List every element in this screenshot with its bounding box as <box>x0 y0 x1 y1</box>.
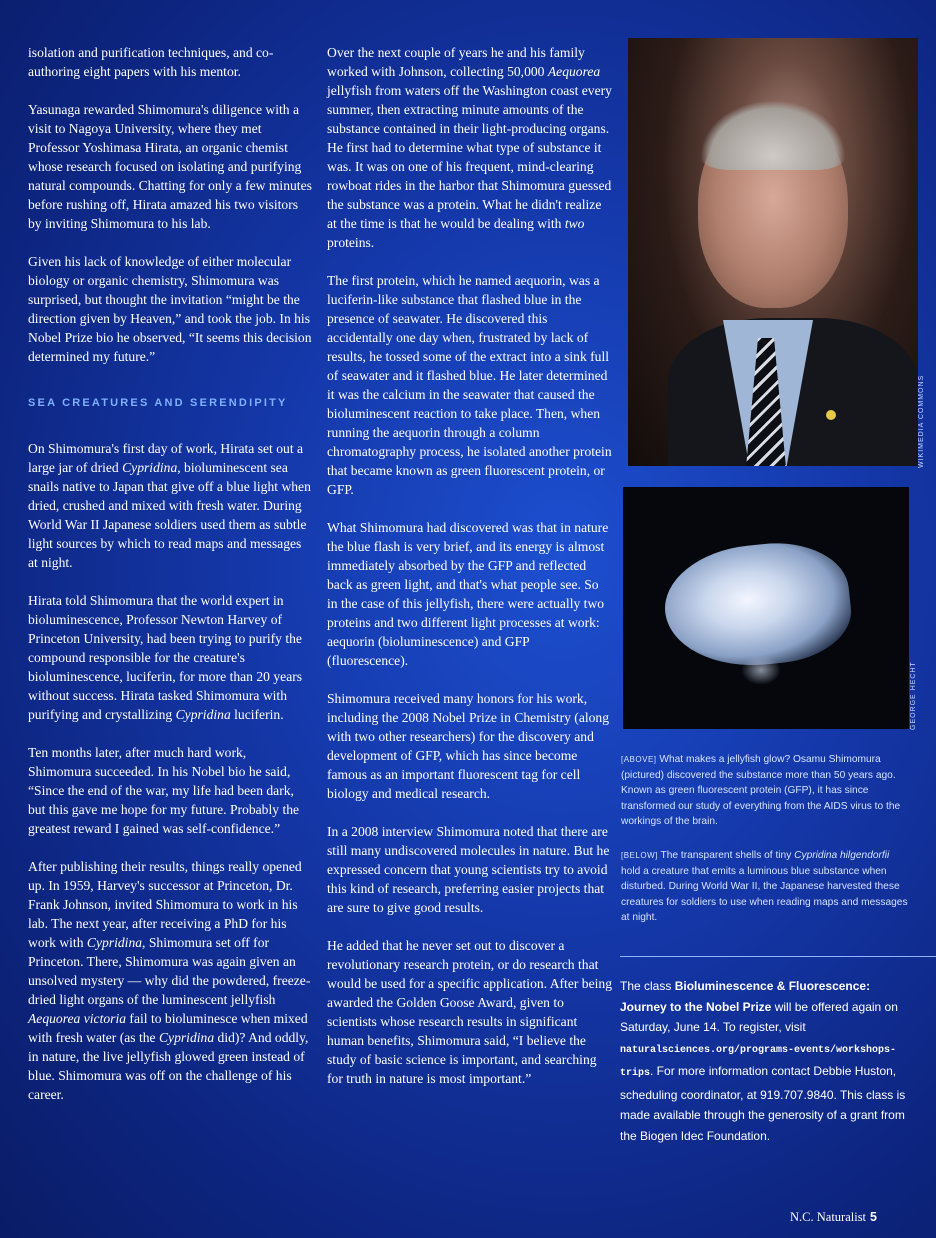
text: Hirata told Shimomura that the world expert in bioluminescence, Professor Newton Harvey of Princeton University, had been trying to purify the compound responsible for the creature's bioluminescence, luciferin, for more than 20 years without success. Hirata tasked Shimomura with purifying and crystallizing <box>28 593 303 722</box>
species-name: Cypridina <box>86 935 143 950</box>
class-name: Bioluminescence & Fluorescence: Journey to the Nobel Prize <box>620 979 871 1014</box>
cypridina-photo <box>623 487 909 729</box>
emphasis: two <box>564 216 585 231</box>
paragraph: Shimomura received many honors for his work, including the 2008 Nobel Prize in Chemistry (along with two other researchers) for the discovery and development of GFP, which has since become famous as an important fluorescent tag for cell biology and medical research. <box>327 691 610 801</box>
photo-credit-top: WIKIMEDIA COMMONS <box>918 374 925 468</box>
species-name: Cypridina hilgendorfii <box>794 850 890 861</box>
caption-above <box>621 752 911 830</box>
class-promo <box>620 976 915 1146</box>
caption-tag: [BELOW] <box>621 851 658 860</box>
caption-tag: [ABOVE] <box>621 755 657 764</box>
article-column-1 <box>28 43 313 1123</box>
species-name: Aequorea <box>547 64 601 79</box>
jellyfish-tail <box>741 655 781 685</box>
paragraph: Ten months later, after much hard work, Shimomura succeeded. In his Nobel bio he said, “Since the end of the war, my life had been dark, but this gave me hope for my future. Probably the greatest reward I gained was self-confidence.” <box>28 745 300 836</box>
registration-link[interactable]: naturalsciences.org/programs-events/workshops-trips <box>620 1044 897 1079</box>
text: proteins. <box>327 235 375 250</box>
promo-text: The class <box>620 979 675 993</box>
text: Over the next couple of years he and his family worked with Johnson, collecting 50,000 <box>327 45 585 79</box>
paragraph: What Shimomura had discovered was that in nature the blue flash is very brief, and its energy is almost immediately absorbed by the GFP and reflected back as green light, and that's what people see. So in the case of this jellyfish, there were actually two proteins and two different light processes at work: aequorin (bioluminescence) and GFP (fluorescence). <box>327 520 609 668</box>
species-name: Cypridina <box>122 460 178 475</box>
text: On Shimomura's first day of work, Hirata set out a large jar of dried <box>28 441 304 475</box>
caption-text: The transparent shells of tiny <box>657 850 795 861</box>
caption-below <box>621 848 911 926</box>
text: luciferin. <box>230 707 284 722</box>
paragraph <box>28 439 313 572</box>
species-name: Aequorea victoria <box>28 1011 127 1026</box>
lapel-pin-icon <box>826 410 836 420</box>
paragraph <box>327 43 612 252</box>
paragraph: The first protein, which he named aequorin, was a luciferin-like substance that flashed blue in the presence of seawater. He discovered this accidentally one day when, frustrated by lack of results, he tossed some of the extract into a sink full of seawater and it flashed blue. He later determined it was the calcium in the seawater that caused the bioluminescent reaction to take place. Then, when running the aequorin through a column chromatography process, he isolated another protein that became known as green fluorescent protein, or GFP. <box>327 273 612 497</box>
portrait-hair <box>700 100 846 170</box>
paragraph: In a 2008 interview Shimomura noted that there are still many undiscovered molecules in nature. But he expressed concern that young scientists try to avoid this kind of research, preferring easier projects that are sure to give good results. <box>327 824 610 915</box>
text: After publishing their results, things really opened up. In 1959, Harvey's successor at Princeton, Dr. Frank Johnson, invited Shimomura to work in his lab. The next year, after receiving a PhD for his work with <box>28 859 302 950</box>
paragraph: Yasunaga rewarded Shimomura's diligence with a visit to Nagoya University, where they met Professor Yoshimasa Hirata, an organic chemist whose research focused on isolating and purifying natural compounds. Chatting for only a few minutes before rushing off, Hirata amazed his two visitors by inviting Shimomura to his lab. <box>28 102 312 231</box>
text: fail to bioluminesce when mixed with fresh water (as the <box>28 1011 308 1045</box>
shimomura-portrait-photo <box>628 38 918 466</box>
text: did)? And oddly, in nature, the live jellyfish glowed green instead of blue. Shimomura was off on the challenge of his career. <box>28 1030 309 1102</box>
paragraph: isolation and purification techniques, and co-authoring eight papers with his mentor. <box>28 45 274 79</box>
paragraph: He added that he never set out to discover a revolutionary research protein, or do research that would be used for a specific application. After being awarded the Golden Goose Award, given to scientists whose research results in significant human benefits, Shimomura said, “I believe the study of basic science is important, and searching for truth in nature is most important.” <box>327 938 612 1086</box>
caption-text: hold a creature that emits a luminous blue substance when disturbed. During World War II, the Japanese harvested these creatures for soldiers to use when reading maps and messages at night. <box>621 865 908 924</box>
jellyfish-shape <box>659 536 856 675</box>
article-column-2 <box>327 43 612 1107</box>
promo-text: . For more information contact Debbie Huston, scheduling coordinator, at <box>620 1064 897 1102</box>
section-heading: SEA CREATURES AND SERENDIPITY <box>28 397 288 409</box>
paragraph <box>28 591 313 724</box>
page-footer <box>790 1210 877 1225</box>
photo-credit-bottom: GEORGE HECHT <box>910 661 917 730</box>
species-name: Cypridina <box>175 707 231 722</box>
paragraph <box>28 857 313 1104</box>
text: , Shimomura set off for Princeton. There, Shimomura was again given an unsolved mystery — why did the powdered, freeze-dried light organs of the luminescent jellyfish <box>28 935 311 1007</box>
promo-text: will be offered again on Saturday, June 14. To register, visit <box>620 999 898 1034</box>
text: jellyfish from waters off the Washington coast every summer, then extracting minute amounts of the substance contained in their light-producing organs. He first had to determine what type of substance it was. It was on one of his frequent, mind-clearing rowboat rides in the harbor that Shimomura guessed the substance was a protein. What he didn't realize at the time is that he would be dealing with <box>327 83 612 231</box>
species-name: Cypridina <box>158 1030 215 1045</box>
text: , bioluminescent sea snails native to Japan that give off a blue light when dried, crushed and mixed with fresh water. During World War II Japanese soldiers used them as subtle light sources by which to read maps and messages at night. <box>28 460 311 570</box>
divider <box>620 956 936 957</box>
phone-number: 919.707.9840 <box>760 1087 834 1102</box>
paragraph: Given his lack of knowledge of either molecular biology or organic chemistry, Shimomura was surprised, but thought the invitation “might be the direction given by Heaven,” and took the job. In his Nobel Prize bio he observed, “It seems this decision determined my future.” <box>28 254 312 364</box>
page-number: 5 <box>870 1210 877 1224</box>
caption-text: What makes a jellyfish glow? Osamu Shimomura (pictured) discovered the substance more than 50 years ago. Known as green fluorescent protein (GFP), it has since transformed our study of everything from the AIDS virus to the workings of the brain. <box>621 754 901 828</box>
publication-name: N.C. Naturalist <box>790 1210 867 1224</box>
promo-text: . This class is made available through the generosity of a grant from the Biogen Idec Foundation. <box>620 1087 906 1143</box>
